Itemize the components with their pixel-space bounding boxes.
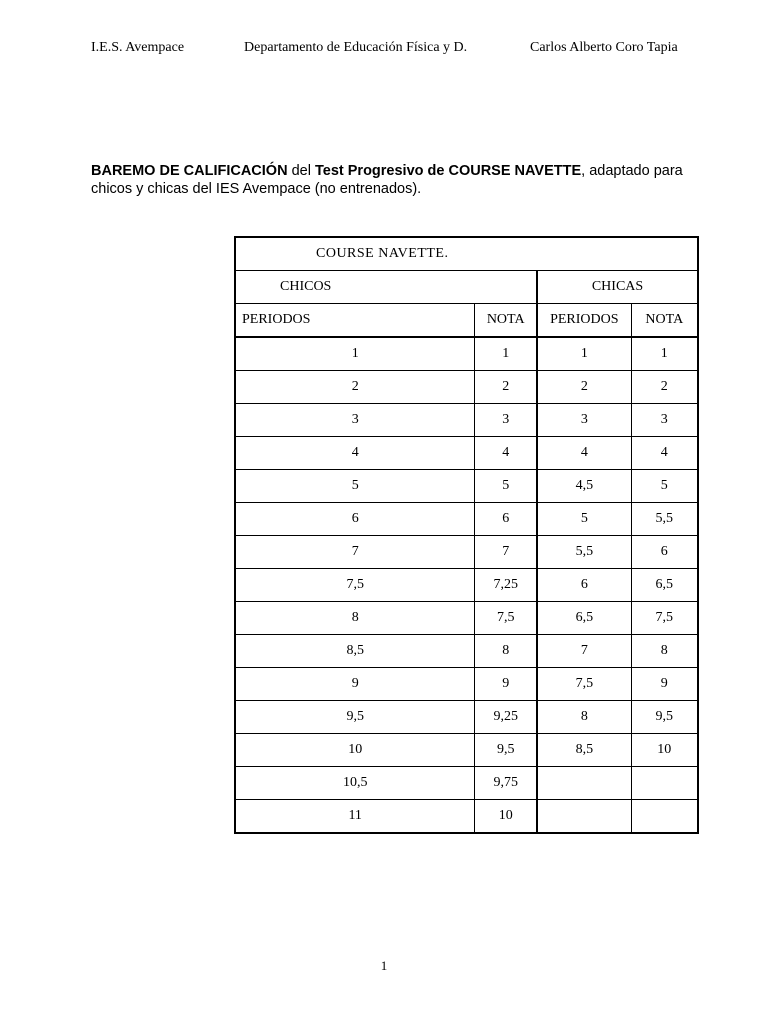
nota-chicos-cell: 7,25 (475, 569, 537, 602)
nota-chicas-cell: 5,5 (631, 503, 698, 536)
periodos-chicos-cell: 1 (235, 337, 475, 371)
group-chicos: CHICOS (235, 271, 537, 304)
header-department: Departamento de Educación Física y D. (244, 40, 468, 55)
periodos-chicas-cell: 5,5 (537, 536, 631, 569)
table-row (235, 602, 698, 635)
nota-chicas-cell: 10 (631, 734, 698, 767)
header-school: I.E.S. Avempace (91, 40, 185, 55)
col-periodos-chicos: PERIODOS (235, 304, 475, 338)
nota-chicos-cell: 1 (475, 337, 537, 371)
table-row (235, 701, 698, 734)
nota-chicas-cell: 2 (631, 371, 698, 404)
intro-connector: del (287, 163, 315, 179)
table-row (235, 404, 698, 437)
col-periodos-chicas: PERIODOS (537, 304, 631, 338)
nota-chicas-cell: 6,5 (631, 569, 698, 602)
table-row (235, 767, 698, 800)
nota-chicas-cell: 7,5 (631, 602, 698, 635)
nota-chicas-cell (631, 800, 698, 834)
periodos-chicas-cell: 8,5 (537, 734, 631, 767)
page-header (0, 40, 768, 60)
periodos-chicas-cell (537, 767, 631, 800)
periodos-chicos-cell: 11 (235, 800, 475, 834)
periodos-chicos-cell: 4 (235, 437, 475, 470)
table-row (235, 437, 698, 470)
nota-chicos-cell: 9,75 (475, 767, 537, 800)
intro-description: , adaptado para chicos y chicas del IES Avempace (no entrenados). (91, 163, 683, 197)
nota-chicas-cell: 8 (631, 635, 698, 668)
periodos-chicas-cell: 3 (537, 404, 631, 437)
periodos-chicas-cell: 2 (537, 371, 631, 404)
nota-chicos-cell: 8 (475, 635, 537, 668)
nota-chicas-cell: 4 (631, 437, 698, 470)
nota-chicos-cell: 4 (475, 437, 537, 470)
periodos-chicas-cell: 6,5 (537, 602, 631, 635)
nota-chicos-cell: 9,5 (475, 734, 537, 767)
table-row (235, 503, 698, 536)
periodos-chicos-cell: 8 (235, 602, 475, 635)
nota-chicos-cell: 10 (475, 800, 537, 834)
col-nota-chicas: NOTA (631, 304, 698, 338)
periodos-chicos-cell: 9 (235, 668, 475, 701)
nota-chicas-cell: 9,5 (631, 701, 698, 734)
table-title: COURSE NAVETTE. (235, 237, 698, 271)
table-row (235, 470, 698, 503)
group-chicas: CHICAS (537, 271, 698, 304)
nota-chicos-cell: 7,5 (475, 602, 537, 635)
nota-chicos-cell: 9 (475, 668, 537, 701)
periodos-chicos-cell: 2 (235, 371, 475, 404)
table-row (235, 635, 698, 668)
nota-chicas-cell: 6 (631, 536, 698, 569)
periodos-chicas-cell: 5 (537, 503, 631, 536)
header-author: Carlos Alberto Coro Tapia (530, 40, 678, 55)
periodos-chicos-cell: 3 (235, 404, 475, 437)
nota-chicos-cell: 7 (475, 536, 537, 569)
table-row (235, 668, 698, 701)
periodos-chicos-cell: 8,5 (235, 635, 475, 668)
periodos-chicas-cell: 1 (537, 337, 631, 371)
table-row (235, 800, 698, 834)
nota-chicas-cell: 3 (631, 404, 698, 437)
periodos-chicos-cell: 5 (235, 470, 475, 503)
nota-chicos-cell: 3 (475, 404, 537, 437)
periodos-chicos-cell: 7 (235, 536, 475, 569)
nota-chicos-cell: 5 (475, 470, 537, 503)
periodos-chicas-cell: 4,5 (537, 470, 631, 503)
page-number: 1 (380, 958, 388, 973)
baremo-table (234, 236, 699, 834)
periodos-chicos-cell: 10,5 (235, 767, 475, 800)
nota-chicas-cell (631, 767, 698, 800)
periodos-chicos-cell: 7,5 (235, 569, 475, 602)
nota-chicos-cell: 9,25 (475, 701, 537, 734)
table-row (235, 371, 698, 404)
intro-title: BAREMO DE CALIFICACIÓN (91, 163, 288, 179)
periodos-chicas-cell: 7 (537, 635, 631, 668)
periodos-chicos-cell: 10 (235, 734, 475, 767)
table-row (235, 569, 698, 602)
periodos-chicas-cell (537, 800, 631, 834)
nota-chicas-cell: 1 (631, 337, 698, 371)
nota-chicos-cell: 2 (475, 371, 537, 404)
nota-chicas-cell: 5 (631, 470, 698, 503)
table-row (235, 536, 698, 569)
periodos-chicos-cell: 9,5 (235, 701, 475, 734)
col-nota-chicos: NOTA (475, 304, 537, 338)
nota-chicas-cell: 9 (631, 668, 698, 701)
periodos-chicas-cell: 6 (537, 569, 631, 602)
periodos-chicas-cell: 7,5 (537, 668, 631, 701)
periodos-chicos-cell: 6 (235, 503, 475, 536)
intro-paragraph (91, 162, 711, 198)
periodos-chicas-cell: 4 (537, 437, 631, 470)
intro-test-name: Test Progresivo de COURSE NAVETTE (314, 163, 582, 179)
periodos-chicas-cell: 8 (537, 701, 631, 734)
table-row (235, 337, 698, 371)
table-row (235, 734, 698, 767)
nota-chicos-cell: 6 (475, 503, 537, 536)
